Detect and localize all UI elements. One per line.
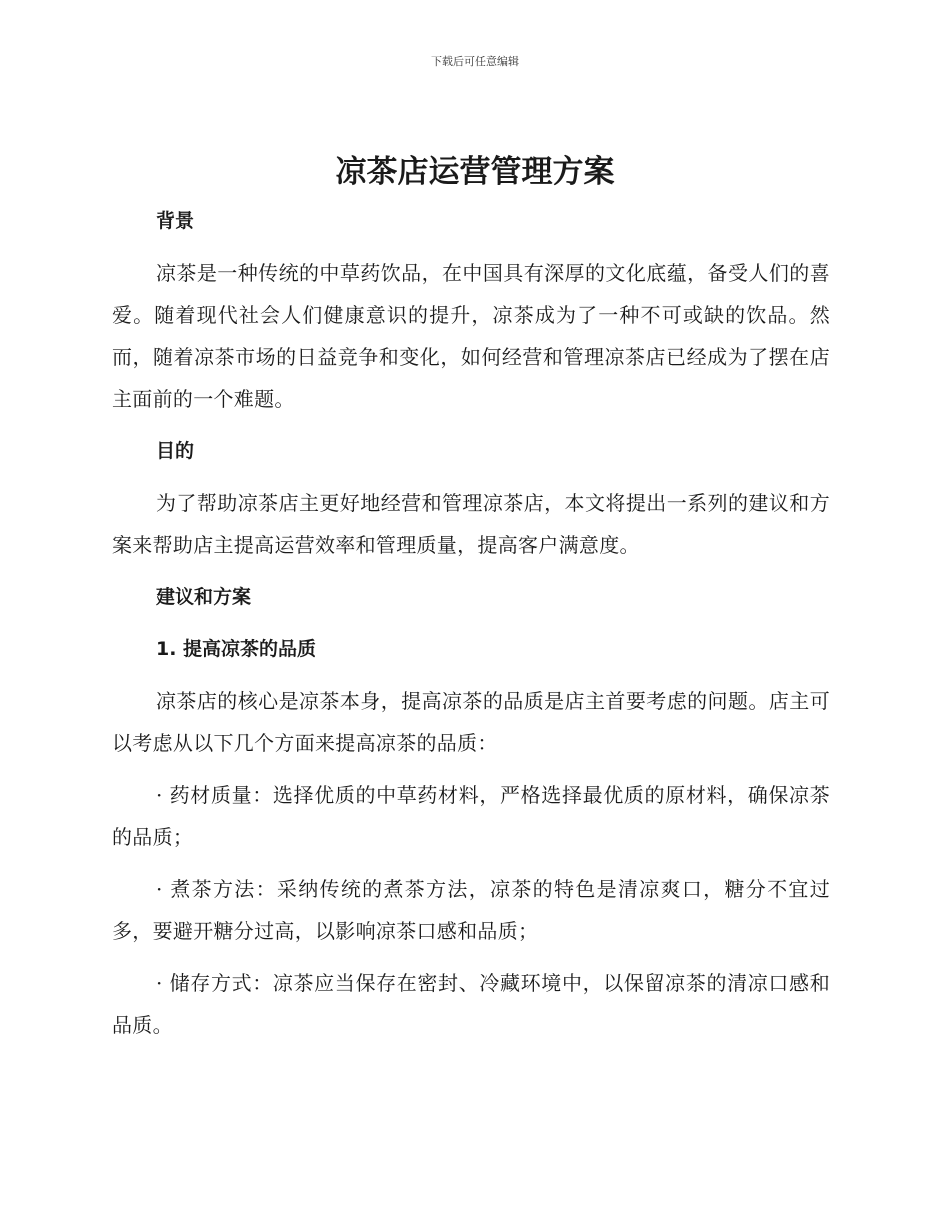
quality-paragraph: 凉茶店的核心是凉茶本身，提高凉茶的品质是店主首要考虑的问题。店主可以考虑从以下几个方面来提高凉茶的品质：: [112, 689, 830, 755]
background-heading: 背景: [156, 210, 195, 232]
bullet-item-storage: · 储存方式：凉茶应当保存在密封、冷藏环境中，以保留凉茶的清凉口感和品质。: [112, 971, 830, 1037]
document-body: [112, 200, 830, 1056]
bullet-item-brewing: · 煮茶方法：采纳传统的煮茶方法，凉茶的特色是清凉爽口，糖分不宜过多，要避开糖分过高，以影响凉茶口感和品质；: [112, 877, 830, 943]
purpose-paragraph: 为了帮助凉茶店主更好地经营和管理凉茶店，本文将提出一系列的建议和方案来帮助店主提高运营效率和管理质量，提高客户满意度。: [112, 491, 830, 557]
suggestions-heading: 建议和方案: [156, 586, 252, 608]
page-header: 下载后可任意编辑: [431, 55, 519, 68]
background-paragraph: 凉茶是一种传统的中草药饮品，在中国具有深厚的文化底蕴，备受人们的喜爱。随着现代社会人们健康意识的提升，凉茶成为了一种不可或缺的饮品。然而，随着凉茶市场的日益竞争和变化，如何经营和管理凉茶店已经成为了摆在店主面前的一个难题。: [112, 261, 830, 411]
purpose-heading: 目的: [156, 440, 195, 462]
quality-heading: 1. 提高凉茶的品质: [156, 638, 317, 660]
bullet-item-materials: · 药材质量：选择优质的中草药材料，严格选择最优质的原材料，确保凉茶的品质；: [112, 783, 830, 849]
document-title: 凉茶店运营管理方案: [335, 154, 615, 190]
